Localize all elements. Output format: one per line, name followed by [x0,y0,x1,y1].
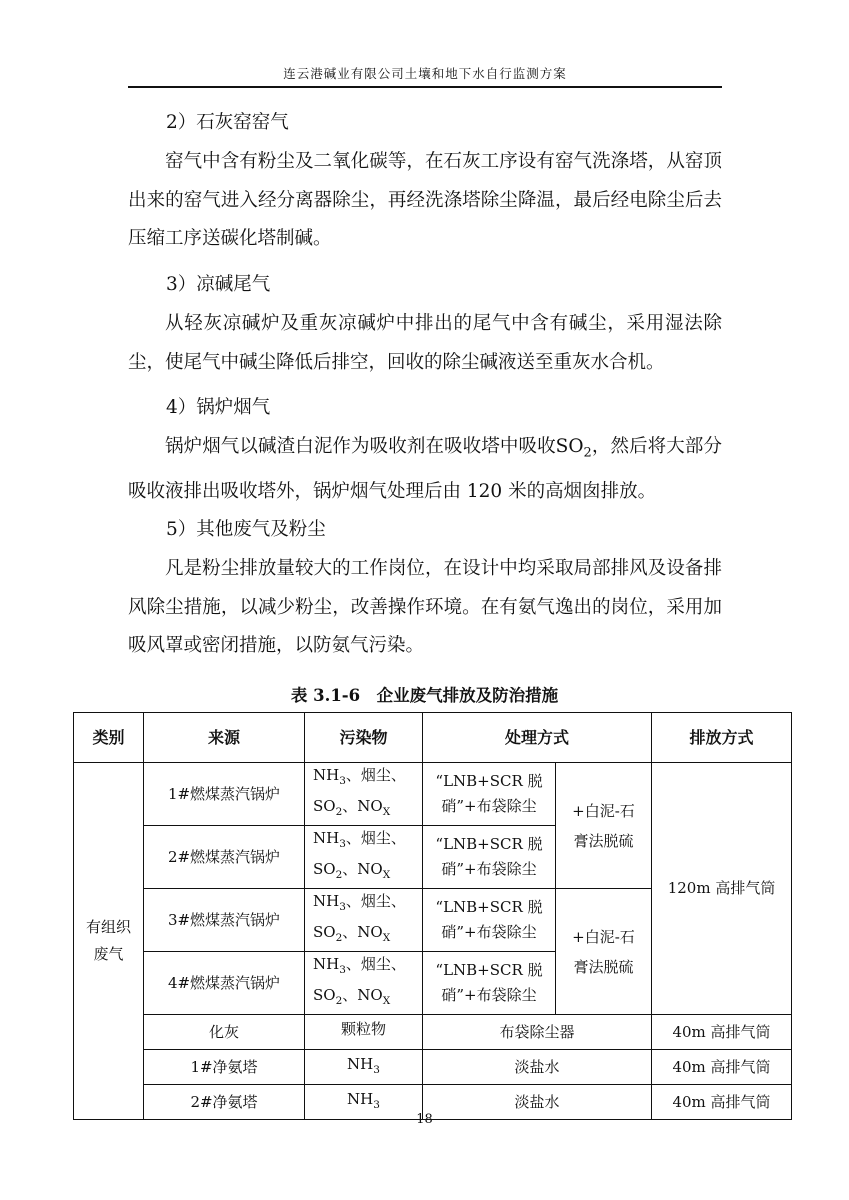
table-header-row [74,713,792,763]
source-cell: 2#净氨塔 [144,1085,305,1120]
pollutant-mid: 、烟尘、 [345,829,406,847]
paragraph-lime-kiln-gas: 窑气中含有粉尘及二氧化碳等，在石灰工序设有窑气洗涤塔，从窑顶出来的窑气进入经分离器除尘，再经洗涤塔除尘降温，最后经电除尘后去压缩工序送碳化塔制碱。 [128,151,722,249]
header-category: 类别 [74,713,144,763]
desulfur-cell [556,763,652,889]
discharge-cell: 40m 高排气筒 [652,1085,792,1120]
header-discharge: 排放方式 [652,713,792,763]
pollutant-cell [305,1015,423,1050]
boiler-text-sub: 2 [583,445,592,461]
pollutant-nox-sub: X [382,806,391,818]
pollutant-text: NH [347,1054,374,1073]
treatment-cell: “LNB+SCR 脱硝”+布袋除尘 [423,826,556,889]
heading-cooling-tail-gas: 3）凉碱尾气 [166,274,271,295]
table-caption: 表 3.1-6 企业废气排放及防治措施 [290,686,559,705]
pollutant-so-sub: 2 [335,869,343,881]
pollutant-nh-sub: 3 [339,838,346,850]
pollutant-text: 颗粒物 [340,1019,386,1038]
treatment-cell: “LNB+SCR 脱硝”+布袋除尘 [423,889,556,952]
desulfur-text: +白泥-石膏法脱硫 [572,801,635,850]
header-treatment: 处理方式 [423,713,652,763]
pollutant-nh: NH [313,955,340,973]
table-row [74,1015,792,1050]
pollutant-cell [305,826,423,889]
pollutant-nox: 、NO [342,860,383,878]
table-row [74,1050,792,1085]
table-row [74,763,792,826]
pollutant-nh: NH [313,892,340,910]
boiler-text-after: ，然后将大部分吸收液排出吸收塔外，锅炉烟气处理后由 120 米的高烟囱排放。 [128,436,722,503]
emission-table [73,712,792,1120]
pollutant-nox-sub: X [382,869,391,881]
pollutant-nox-sub: X [382,932,391,944]
pollutant-cell [305,889,423,952]
pollutant-so-sub: 2 [335,932,343,944]
pollutant-sub: 3 [373,1063,380,1076]
pollutant-nox-sub: X [382,995,391,1007]
pollutant-mid: 、烟尘、 [345,766,406,784]
pollutant-so: SO [313,986,336,1004]
pollutant-text: NH [347,1089,374,1108]
treatment-cell: 淡盐水 [423,1050,652,1085]
treatment-cell: 布袋除尘器 [423,1015,652,1050]
discharge-cell: 40m 高排气筒 [652,1015,792,1050]
heading-lime-kiln-gas: 2）石灰窑窑气 [166,112,289,133]
pollutant-cell [305,1050,423,1085]
desulfur-cell [556,889,652,1015]
source-cell: 4#燃煤蒸汽锅炉 [144,952,305,1015]
pollutant-nh-sub: 3 [339,775,346,787]
pollutant-nh-sub: 3 [339,901,346,913]
source-cell: 1#净氨塔 [144,1050,305,1085]
pollutant-nox: 、NO [342,797,383,815]
pollutant-nh-sub: 3 [339,964,346,976]
pollutant-so: SO [313,923,336,941]
paragraph-cooling-tail-gas: 从轻灰凉碱炉及重灰凉碱炉中排出的尾气中含有碱尘，采用湿法除尘，使尾气中碱尘降低后排空，回收的除尘碱液送至重灰水合机。 [128,313,722,373]
paragraph-other-gas-dust: 凡是粉尘排放量较大的工作岗位，在设计中均采取局部排风及设备排风除尘措施，以减少粉尘，改善操作环境。在有氨气逸出的岗位，采用加吸风罩或密闭措施，以防氨气污染。 [128,558,722,656]
heading-boiler-flue-gas: 4）锅炉烟气 [166,397,271,418]
pollutant-so: SO [313,797,336,815]
pollutant-cell [305,763,423,826]
pollutant-so: SO [313,860,336,878]
pollutant-so-sub: 2 [335,995,343,1007]
treatment-cell: 淡盐水 [423,1085,652,1120]
desulfur-text: +白泥-石膏法脱硫 [572,927,635,976]
source-cell: 1#燃煤蒸汽锅炉 [144,763,305,826]
source-cell: 2#燃煤蒸汽锅炉 [144,826,305,889]
boiler-text-before: 锅炉烟气以碱渣白泥作为吸收剂在吸收塔中吸收SO [165,436,584,457]
heading-other-gas-dust: 5）其他废气及粉尘 [166,519,326,540]
category-text: 有组织废气 [86,918,132,963]
paragraph-boiler-flue-gas [128,428,722,512]
pollutant-sub: 3 [373,1098,380,1111]
pollutant-so-sub: 2 [335,806,343,818]
pollutant-nh: NH [313,766,340,784]
pollutant-nh: NH [313,829,340,847]
pollutant-nox: 、NO [342,923,383,941]
source-cell: 3#燃煤蒸汽锅炉 [144,889,305,952]
page-number: 18 [416,1112,433,1127]
header-title: 连云港碱业有限公司土壤和地下水自行监测方案 [283,66,567,81]
header-source: 来源 [144,713,305,763]
discharge-cell: 120m 高排气筒 [652,763,792,1015]
treatment-cell: “LNB+SCR 脱硝”+布袋除尘 [423,763,556,826]
discharge-cell: 40m 高排气筒 [652,1050,792,1085]
treatment-cell: “LNB+SCR 脱硝”+布袋除尘 [423,952,556,1015]
source-cell: 化灰 [144,1015,305,1050]
pollutant-cell [305,952,423,1015]
header-rule [128,86,722,88]
pollutant-mid: 、烟尘、 [345,892,406,910]
header-pollutant: 污染物 [305,713,423,763]
category-cell [74,763,144,1120]
pollutant-mid: 、烟尘、 [345,955,406,973]
pollutant-nox: 、NO [342,986,383,1004]
